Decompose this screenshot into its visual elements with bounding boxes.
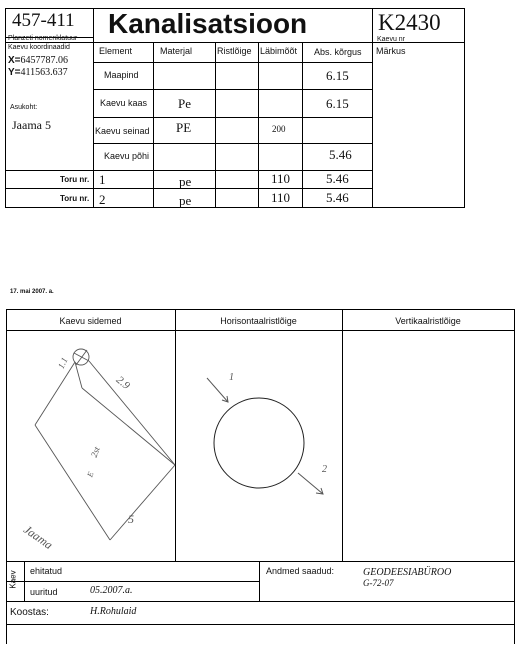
col-header-diameter: Läbimõõt	[260, 46, 298, 56]
measure-line	[89, 361, 175, 465]
built-label: ehitatud	[30, 566, 63, 576]
footer-andmed-divider	[259, 561, 260, 601]
surveyed-value: 05.2007.a.	[90, 585, 133, 596]
footer-line-3	[6, 624, 514, 625]
row-height: 6.15	[326, 96, 349, 111]
row-element: Kaevu seinad	[95, 126, 150, 136]
pipe-height: 5.46	[326, 190, 349, 205]
dimension-label: 5	[128, 512, 134, 526]
location-value: Jaama 5	[12, 118, 51, 132]
pipe-number: 2	[99, 192, 106, 207]
footer-mid-line	[6, 581, 260, 582]
x-label: X=	[8, 55, 21, 66]
sketch-header-connections: Kaevu sidemed	[59, 316, 122, 326]
pipe-1-label: 1	[229, 372, 234, 383]
row-diameter: 200	[272, 124, 286, 134]
row-material: PE	[176, 120, 192, 135]
pipe-height: 5.46	[326, 171, 349, 186]
date-stamp: 17. mai 2007. a.	[10, 289, 54, 295]
data-source-value: GEODEESIABÜROO	[363, 567, 452, 578]
building-sublabel: E	[85, 470, 96, 479]
dimension-label: 2.9	[113, 373, 132, 393]
connections-sketch	[35, 349, 175, 540]
pipe-diameter: 110	[271, 171, 291, 186]
well-number-caption: Kaevu nr	[377, 36, 406, 43]
kaev-label: Kaev	[8, 570, 18, 589]
col-header-note: Märkus	[376, 46, 406, 56]
street-label: Jaama	[21, 522, 56, 553]
col-header-element: Element	[99, 46, 133, 56]
well-circle	[214, 398, 304, 488]
page-title: Kanalisatsioon	[108, 8, 308, 39]
sketch-header-horizontal: Horisontaalristlõige	[220, 316, 297, 326]
location-label: Asukoht:	[10, 104, 38, 111]
row-height: 6.15	[326, 68, 349, 83]
coordinates-label: Kaevu koordinaadid	[8, 44, 70, 51]
pipe-material: pe	[179, 174, 192, 189]
row-material: Pe	[178, 96, 191, 111]
col-header-height: Abs. kõrgus	[314, 47, 362, 57]
horizontal-section	[207, 378, 323, 494]
row-height: 5.46	[329, 147, 352, 162]
row-element: Kaevu põhi	[104, 151, 150, 161]
building-edge-bottom	[35, 425, 110, 540]
building-label: 2st	[88, 445, 102, 459]
row-element: Kaevu kaas	[100, 98, 148, 108]
pipe-diameter: 110	[271, 190, 291, 205]
pipe-material: pe	[179, 193, 192, 208]
sketch-header-vertical: Vertikaalristlõige	[395, 316, 461, 326]
building-edge-left	[35, 362, 75, 425]
building-edge-right	[110, 465, 175, 540]
footer-kaev-divider	[24, 561, 25, 601]
pipe-number: 1	[99, 172, 106, 187]
well-number: K2430	[378, 10, 441, 35]
map-code-caption: Planzeti nomenklatuur	[8, 35, 78, 42]
pipe-label: Toru nr.	[60, 194, 90, 203]
pipe-label: Toru nr.	[60, 175, 90, 184]
y-value: 411563.637	[20, 67, 68, 78]
col-header-section: Ristlõige	[217, 46, 252, 56]
data-source-label: Andmed saadud:	[266, 566, 335, 576]
footer-top-line	[6, 561, 514, 562]
x-value: 6457787.06	[20, 55, 69, 66]
compiled-by-label: Koostas:	[10, 607, 49, 618]
data-source-code: G-72-07	[363, 578, 394, 588]
footer-line-2	[6, 601, 514, 602]
map-code: 457-411	[12, 10, 75, 31]
pipe-2-arrow	[298, 473, 323, 494]
col-header-material: Materjal	[160, 46, 193, 56]
dimension-label: 1.1	[55, 355, 70, 371]
surveyed-label: uuritud	[30, 587, 58, 597]
pipe-2-label: 2	[322, 464, 327, 475]
y-label: Y=	[8, 67, 21, 78]
pipe-1-arrow	[207, 378, 228, 402]
compiled-by-value: H.Rohulaid	[90, 606, 137, 617]
row-element: Maapind	[104, 70, 139, 80]
